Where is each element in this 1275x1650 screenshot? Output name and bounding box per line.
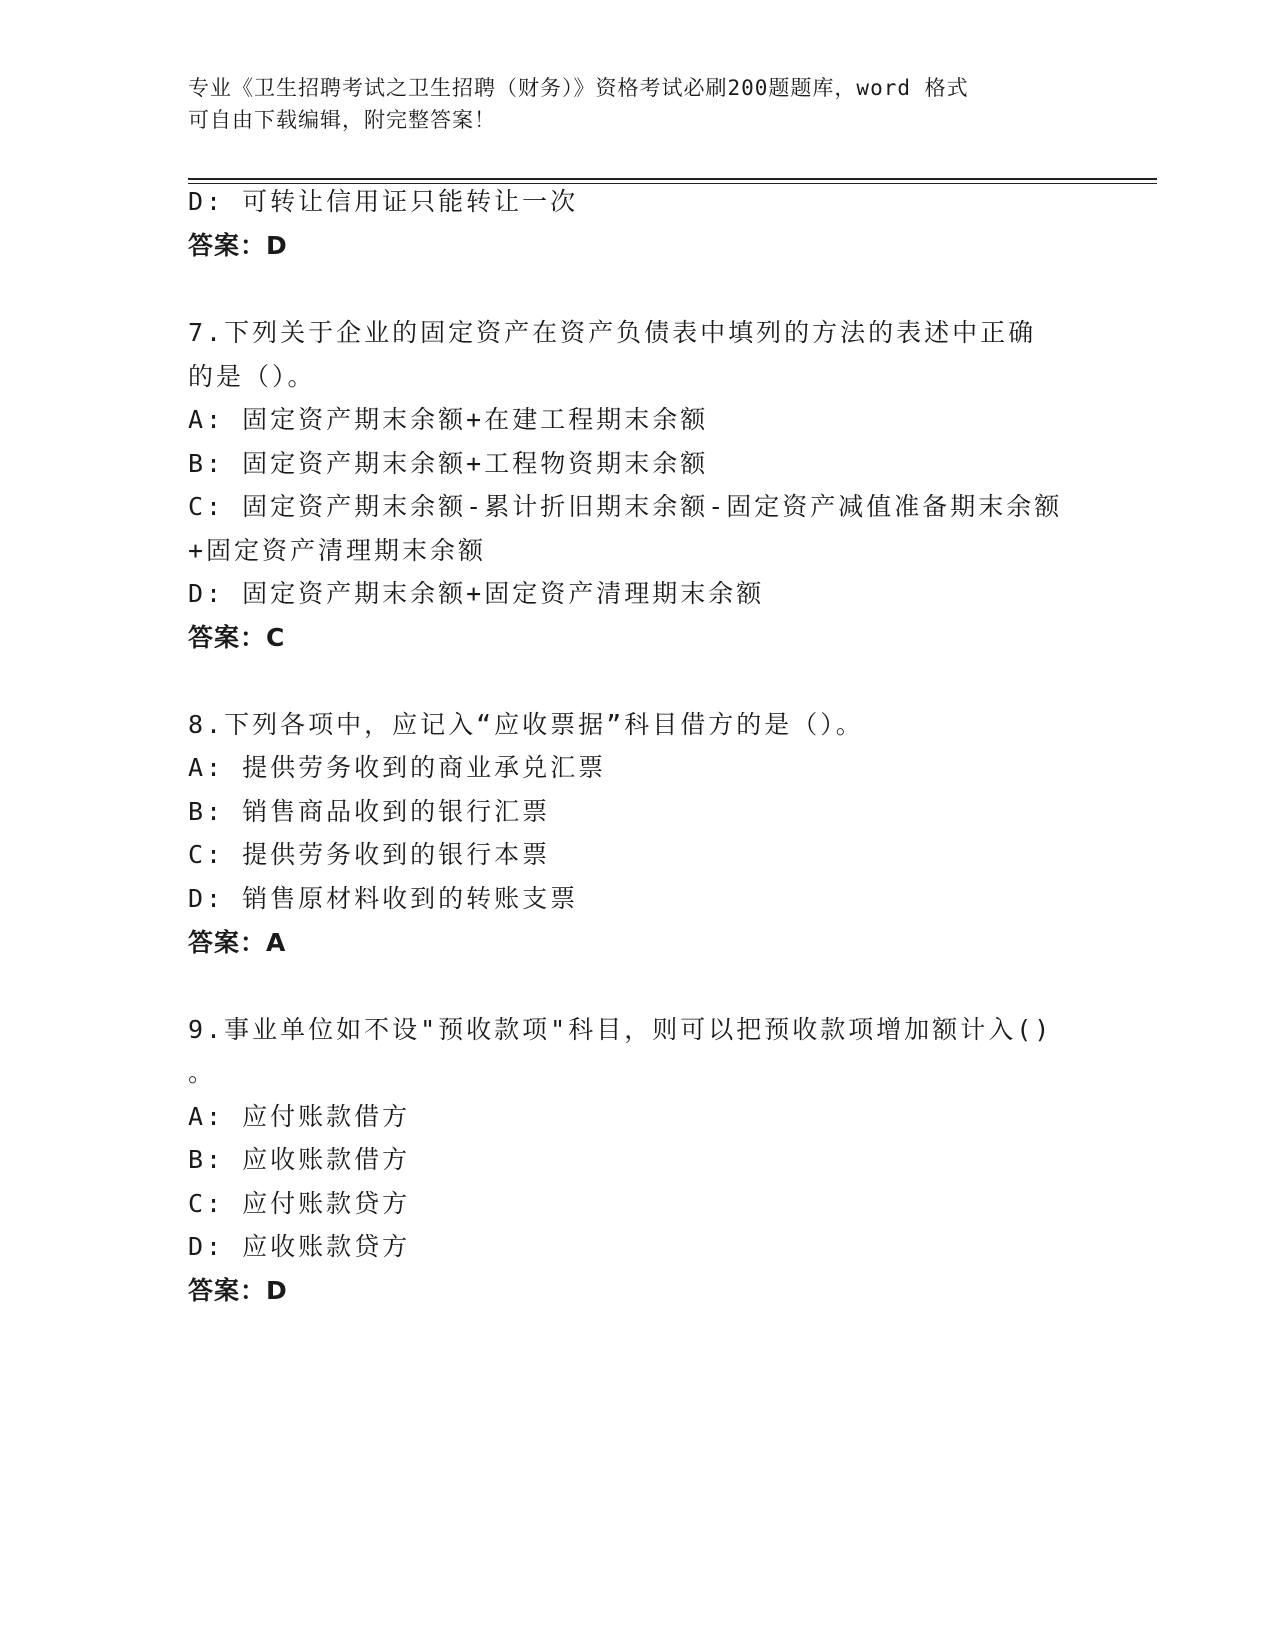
q7-option-c-line-2: +固定资产清理期末余额 <box>188 536 487 565</box>
q7-stem-line-1: 7.下列关于企业的固定资产在资产负债表中填列的方法的表述中正确 <box>188 318 1037 347</box>
header-line-1: 专业《卫生招聘考试之卫生招聘（财务）》资格考试必刷200题题库，word 格式 <box>188 76 969 100</box>
header-divider-thick <box>188 178 1157 180</box>
q8-option-c: C: 提供劳务收到的银行本票 <box>188 840 551 869</box>
q7-option-d: D: 固定资产期末余额+固定资产清理期末余额 <box>188 579 765 608</box>
q8-option-a: A: 提供劳务收到的商业承兑汇票 <box>188 753 607 782</box>
q7-option-c-line-1: C: 固定资产期末余额-累计折旧期末余额-固定资产减值准备期末余额 <box>188 492 1063 521</box>
q9-option-c: C: 应付账款贷方 <box>188 1189 411 1218</box>
q7-stem-line-2: 的是（）。 <box>188 362 316 391</box>
q7-option-a: A: 固定资产期末余额+在建工程期末余额 <box>188 405 709 434</box>
q9-option-a: A: 应付账款借方 <box>188 1102 411 1131</box>
q9-stem-line-1: 9.事业单位如不设"预收款项"科目，则可以把预收款项增加额计入() <box>188 1015 1053 1044</box>
header-divider-thin <box>188 183 1157 184</box>
q8-option-b: B: 销售商品收到的银行汇票 <box>188 797 551 826</box>
q7-option-b: B: 固定资产期末余额+工程物资期末余额 <box>188 449 709 478</box>
q8-option-d: D: 销售原材料收到的转账支票 <box>188 884 579 913</box>
document-header <box>188 72 1088 136</box>
q8-answer: 答案：A <box>188 928 287 957</box>
header-line-2: 可自由下载编辑，附完整答案！ <box>188 108 496 132</box>
prev-answer: 答案：D <box>188 231 288 260</box>
prev-option-d: D: 可转让信用证只能转让一次 <box>188 187 579 216</box>
q9-option-b: B: 应收账款借方 <box>188 1145 411 1174</box>
q8-stem: 8.下列各项中，应记入“应收票据”科目借方的是（）。 <box>188 710 864 739</box>
q9-option-d: D: 应收账款贷方 <box>188 1232 411 1261</box>
q9-answer: 答案：D <box>188 1276 288 1305</box>
q9-stem-line-2: 。 <box>188 1058 217 1087</box>
q7-answer: 答案：C <box>188 623 286 652</box>
